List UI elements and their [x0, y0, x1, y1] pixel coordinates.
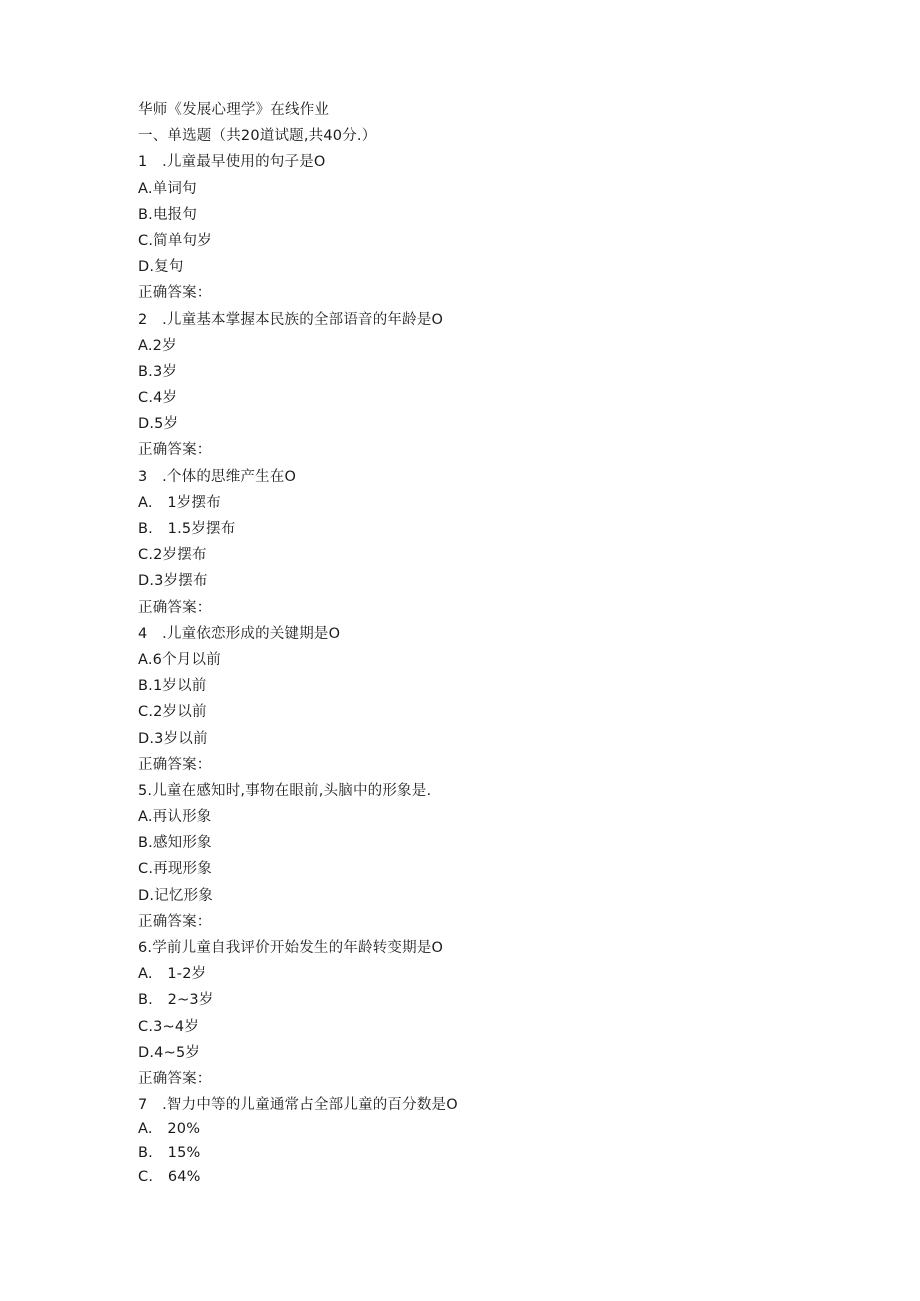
- option-3-c[interactable]: C.2岁摆布: [138, 547, 207, 564]
- option-3-d[interactable]: D.3岁摆布: [138, 573, 208, 590]
- option-6-c[interactable]: C.3~4岁: [138, 1018, 200, 1035]
- option-6-d[interactable]: D.4~5岁: [138, 1044, 201, 1061]
- option-1-c[interactable]: C.简单句岁: [138, 232, 212, 249]
- option-1-b[interactable]: B.电报句: [138, 206, 198, 223]
- answer-label-1: 正确答案：: [138, 285, 212, 302]
- option-4-d[interactable]: D.3岁以前: [138, 730, 208, 747]
- option-7-a[interactable]: A. 20%: [138, 1121, 201, 1138]
- option-6-b[interactable]: B. 2~3岁: [138, 992, 214, 1009]
- document-title: 华师《发展心理学》在线作业: [138, 102, 330, 118]
- question-stem-4: 4 .儿童依恋形成的关键期是O: [138, 625, 341, 642]
- option-5-c[interactable]: C.再现形象: [138, 861, 212, 878]
- answer-label-4: 正确答案：: [138, 756, 212, 773]
- option-2-a[interactable]: A.2岁: [138, 337, 177, 354]
- question-stem-5: 5.儿童在感知时,事物在眼前,头脑中的形象是.: [138, 782, 432, 799]
- answer-label-5: 正确答案：: [138, 913, 212, 930]
- answer-label-6: 正确答案：: [138, 1070, 212, 1087]
- option-5-d[interactable]: D.记忆形象: [138, 887, 213, 904]
- question-stem-1: 1 .儿童最早使用的句子是O: [138, 154, 326, 171]
- option-7-c[interactable]: C. 64%: [138, 1168, 201, 1185]
- answer-label-2: 正确答案：: [138, 442, 212, 459]
- option-2-d[interactable]: D.5岁: [138, 416, 179, 433]
- option-1-a[interactable]: A.单词句: [138, 180, 197, 197]
- option-4-a[interactable]: A.6个月以前: [138, 651, 221, 668]
- option-5-a[interactable]: A.再认形象: [138, 809, 212, 826]
- question-stem-2: 2 .儿童基本掌握本民族的全部语音的年龄是O: [138, 311, 444, 328]
- option-4-c[interactable]: C.2岁以前: [138, 704, 207, 721]
- option-2-b[interactable]: B.3岁: [138, 363, 178, 380]
- answer-label-3: 正确答案：: [138, 599, 212, 616]
- option-3-b[interactable]: B. 1.5岁摆布: [138, 521, 236, 537]
- option-5-b[interactable]: B.感知形象: [138, 835, 212, 852]
- option-4-b[interactable]: B.1岁以前: [138, 678, 207, 695]
- section-heading: 一、单选题（共20道试题,共40分.）: [138, 128, 377, 145]
- option-3-a[interactable]: A. 1岁摆布: [138, 494, 221, 511]
- option-2-c[interactable]: C.4岁: [138, 390, 178, 407]
- document-body: [138, 97, 838, 1190]
- question-stem-6: 6.学前儿童自我评价开始发生的年龄转变期是O: [138, 940, 444, 956]
- option-7-b[interactable]: B. 15%: [138, 1145, 201, 1162]
- option-6-a[interactable]: A. 1-2岁: [138, 966, 207, 983]
- question-stem-3: 3 .个体的思维产生在O: [138, 468, 297, 485]
- option-1-d[interactable]: D.复句: [138, 259, 184, 276]
- question-stem-7: 7 .智力中等的儿童通常占全部儿童的百分数是O: [138, 1097, 458, 1114]
